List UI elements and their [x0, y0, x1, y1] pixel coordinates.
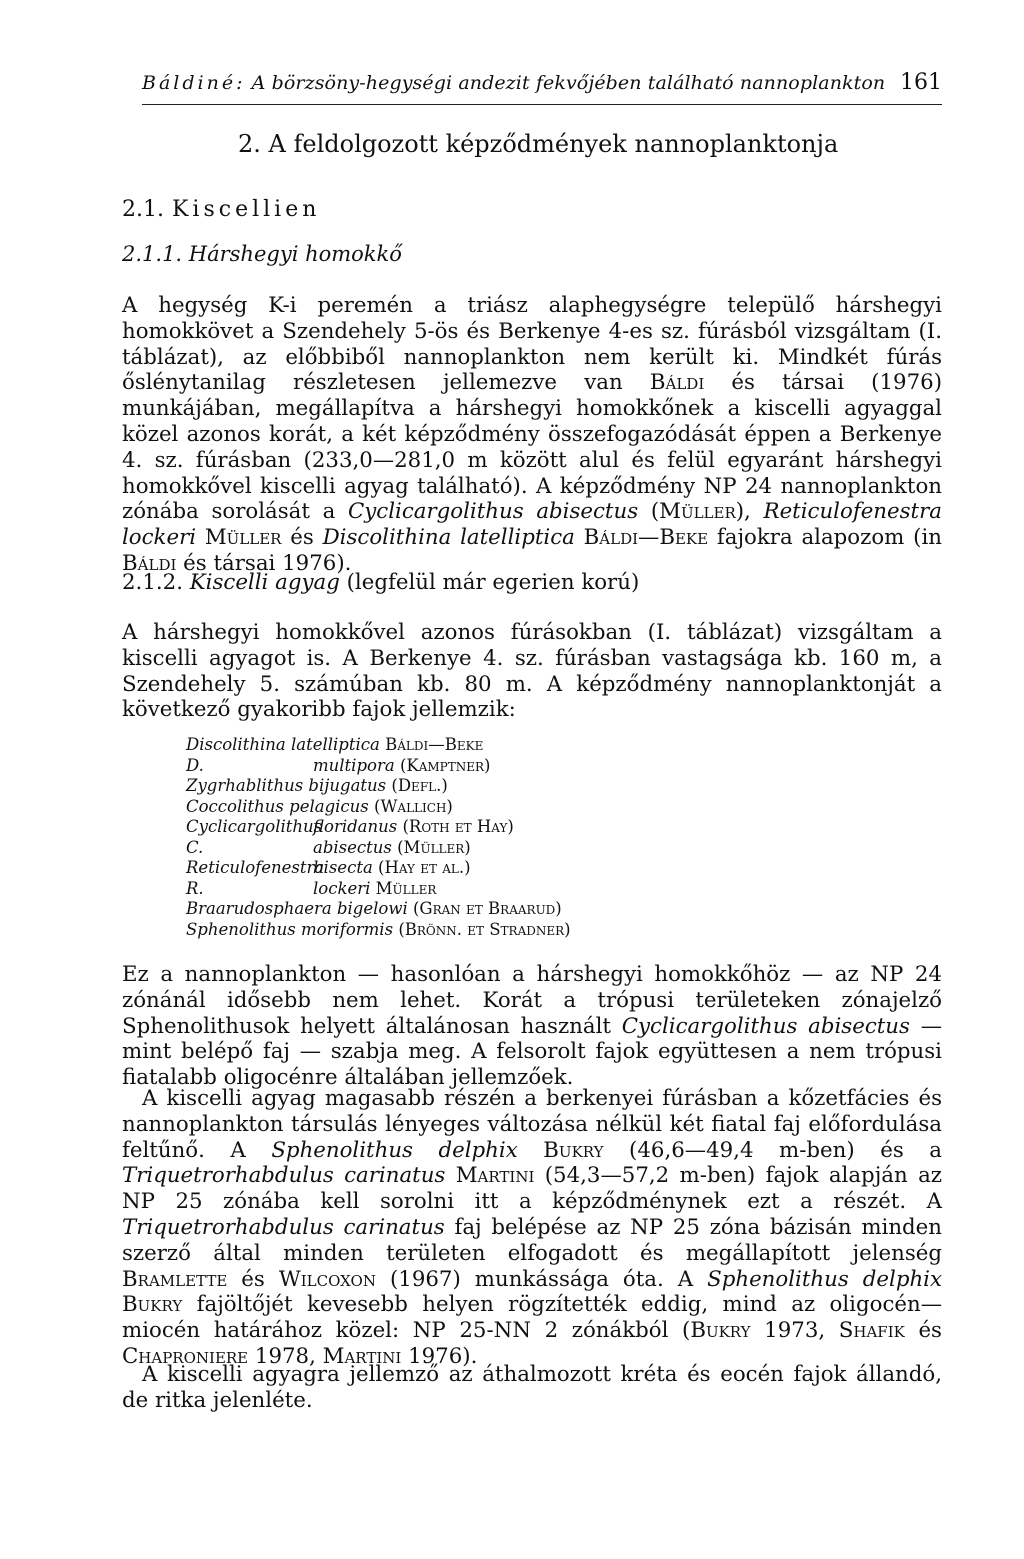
text: A kiscelli agyag magasabb részén a berkenyei fúrásban a kőzetfácies és nannoplankton társulás lényeges változása nélkül két fiatal faj előfordulása feltűnő. A	[122, 1086, 942, 1163]
species-epithet: bigelowi	[336, 899, 408, 918]
species-name: Sphenolithus delphix	[271, 1137, 518, 1163]
running-title	[142, 72, 885, 94]
species-genus: R.	[186, 878, 204, 898]
species-epithet: bisecta	[313, 858, 373, 877]
author-name: Wilcoxon	[278, 1266, 376, 1292]
author-name: Müller	[204, 525, 282, 551]
species-name: Discolithina latelliptica	[322, 525, 575, 551]
species-name: Triquetrorhabdulus carinatus	[122, 1163, 446, 1189]
species-epithet: moriformis	[300, 919, 394, 939]
text: A hegység K-i peremén a triász alaphegységre települő hárshegyi homokkövet a Szendehely 5-ös és Berkenye 4-es sz. fúrásból vizsgáltam (I. táblázat), az előbbiből nannoplankton nem került ki. Mindkét fúrás őslénytanilag részletesen jellemezve van	[122, 293, 942, 396]
subsection-number: 2.1.	[122, 197, 164, 222]
species-epithet: floridanus	[313, 817, 398, 836]
text: és	[281, 525, 323, 551]
heading-2-1-1: 2.1.1. Hárshegyi homokkő	[122, 242, 402, 266]
heading-title: Kiscelli agyag	[189, 570, 340, 595]
text: fajokra alapozom (in	[708, 525, 942, 551]
text: faj belépése az NP 25 zóna bázisán minden szerző által minden területen elfogadott és megállapított jelenség	[122, 1214, 943, 1266]
heading-note: (legfelül már egerien korú)	[346, 570, 640, 595]
heading-2-1-2	[122, 570, 942, 596]
species-row	[186, 776, 571, 797]
paragraph-age	[122, 962, 942, 1091]
text: (54,3—57,2 m-ben) fajok alapján az NP 25 zónába kell sorolni itt a képződménynek ezt a részét. A	[122, 1163, 942, 1215]
species-genus: D.	[186, 755, 204, 775]
species-genus: Sphenolithus	[186, 919, 296, 939]
species-epithet: pelagicus	[289, 796, 369, 816]
species-row	[186, 797, 571, 818]
species-author: Báldi—Beke	[385, 735, 484, 754]
text: és társai 1976).	[176, 550, 352, 576]
species-genus: Cyclicargolithus	[186, 817, 323, 836]
species-epithet: lockeri	[313, 878, 371, 898]
text: és	[904, 1318, 942, 1344]
text: 1978,	[248, 1343, 323, 1369]
species-author: (Brönn. et Stradner)	[398, 919, 571, 939]
header-author: Báldiné:	[142, 72, 246, 94]
species-author: (Defl.)	[391, 776, 448, 795]
species-genus: Zygrhablithus	[186, 776, 304, 795]
author-name: Martini	[455, 1163, 535, 1189]
species-author: (Wallich)	[374, 796, 453, 816]
page-number: 161	[900, 70, 942, 95]
species-name: Sphenolithus delphix	[707, 1266, 942, 1292]
species-genus: C.	[186, 837, 204, 857]
author-name: Bramlette	[122, 1266, 228, 1292]
author-name: Báldi—Beke	[583, 525, 709, 551]
subsection-title	[122, 197, 320, 222]
text: és társai (1976) munkájában, megállapítva a hárshegyi homokkőnek a kiscelli agyaggal közel azonos korát, a két képződmény összefogazódását éppen a Berkenye 4. sz. fúrásban (233,0—281,0 m között alul és felül egyaránt hárshegyi homokkővel kiscelli agyag található). A képződmény NP 24 nannoplankton zónába sorolását a	[122, 370, 942, 525]
species-epithet: latelliptica	[290, 735, 380, 754]
text: és	[227, 1266, 279, 1292]
species-row	[186, 858, 571, 879]
species-author: (Gran et Braarud)	[412, 899, 562, 918]
author-name: Shafik	[838, 1318, 905, 1344]
species-row	[186, 920, 571, 941]
author-name: Báldi	[649, 370, 705, 396]
species-row	[186, 756, 571, 777]
text: 1973,	[750, 1318, 839, 1344]
text: — mint belépő faj — szabja meg. A felsorolt fajok együttesen a nem trópusi fiatalabb oligocénre általában jellemzőek.	[122, 1013, 942, 1091]
species-row	[186, 735, 571, 756]
species-name: Reticulofenestra lockeri	[122, 499, 942, 551]
species-row	[186, 817, 571, 838]
species-author: (Roth et Hay)	[402, 817, 514, 836]
species-list	[186, 735, 571, 940]
section-title: 2. A feldolgozott képződmények nannoplanktonja	[238, 130, 839, 158]
author-name: Martini	[322, 1343, 402, 1369]
author-name: Bukry	[690, 1318, 751, 1344]
author-name: (Müller),	[650, 499, 751, 525]
species-author: Müller	[375, 878, 437, 898]
text: fajöltőjét kevesebb helyen rögzítették eddig, mind az oligocén—miocén határához közel: NP 25-NN 2 zónákból (	[122, 1292, 942, 1344]
text: (1967) munkássága óta. A	[375, 1266, 708, 1292]
text: 1976).	[401, 1343, 478, 1369]
species-epithet: multipora	[313, 755, 395, 775]
species-author: (Kamptner)	[399, 755, 491, 775]
species-epithet: bijugatus	[308, 776, 387, 795]
species-author: (Hay et al.)	[378, 858, 471, 877]
header-title: A börzsöny-hegységi andezit fekvőjében található nannoplankton	[251, 72, 886, 94]
running-header	[142, 70, 942, 105]
species-author: (Müller)	[397, 837, 471, 857]
species-row	[186, 879, 571, 900]
subsection-name: Kiscellien	[171, 197, 321, 222]
text: Ez a nannoplankton — hasonlóan a hárshegyi homokkőhöz — az NP 24 zónánál idősebb nem lehet. Korát a trópusi területeken zónajelző Sphenolithusok helyett általánosan használt	[122, 962, 942, 1039]
paragraph-reworked: A kiscelli agyagra jellemző az áthalmozott kréta és eocén fajok állandó, de ritka jelenléte.	[122, 1362, 942, 1413]
species-row	[186, 899, 571, 920]
species-genus: Discolithina	[186, 735, 286, 754]
heading-number: 2.1.2.	[122, 570, 183, 595]
text: (46,6—49,4 m-ben) és a	[603, 1137, 942, 1163]
paragraph-kiscelli: A hárshegyi homokkővel azonos fúrásokban (I. táblázat) vizsgáltam a kiscelli agyagot is. A Berkenye 4. sz. fúrásban vastagsága kb. 160 m, a Szendehely 5. számúban kb. 80 m. A képződmény nannoplanktonját a következő gyakoribb fajok jellemzik:	[122, 620, 942, 723]
paragraph-harshegyi	[122, 293, 942, 577]
author-name: Chaproniere	[122, 1343, 249, 1369]
species-name: Triquetrorhabdulus carinatus	[122, 1214, 445, 1240]
species-genus: Reticulofenestra	[186, 858, 325, 877]
species-genus: Braarudosphaera	[186, 899, 332, 918]
species-name: Cyclicargolithus abisectus	[347, 499, 639, 525]
species-name: Cyclicargolithus abisectus	[621, 1013, 910, 1039]
author-name: Bukry	[543, 1137, 604, 1163]
species-row	[186, 838, 571, 859]
author-name: Bukry	[122, 1292, 183, 1318]
species-epithet: abisectus	[313, 837, 392, 857]
species-genus: Coccolithus	[186, 796, 284, 816]
author-name: Báldi	[122, 550, 177, 576]
paragraph-upper	[122, 1086, 942, 1370]
